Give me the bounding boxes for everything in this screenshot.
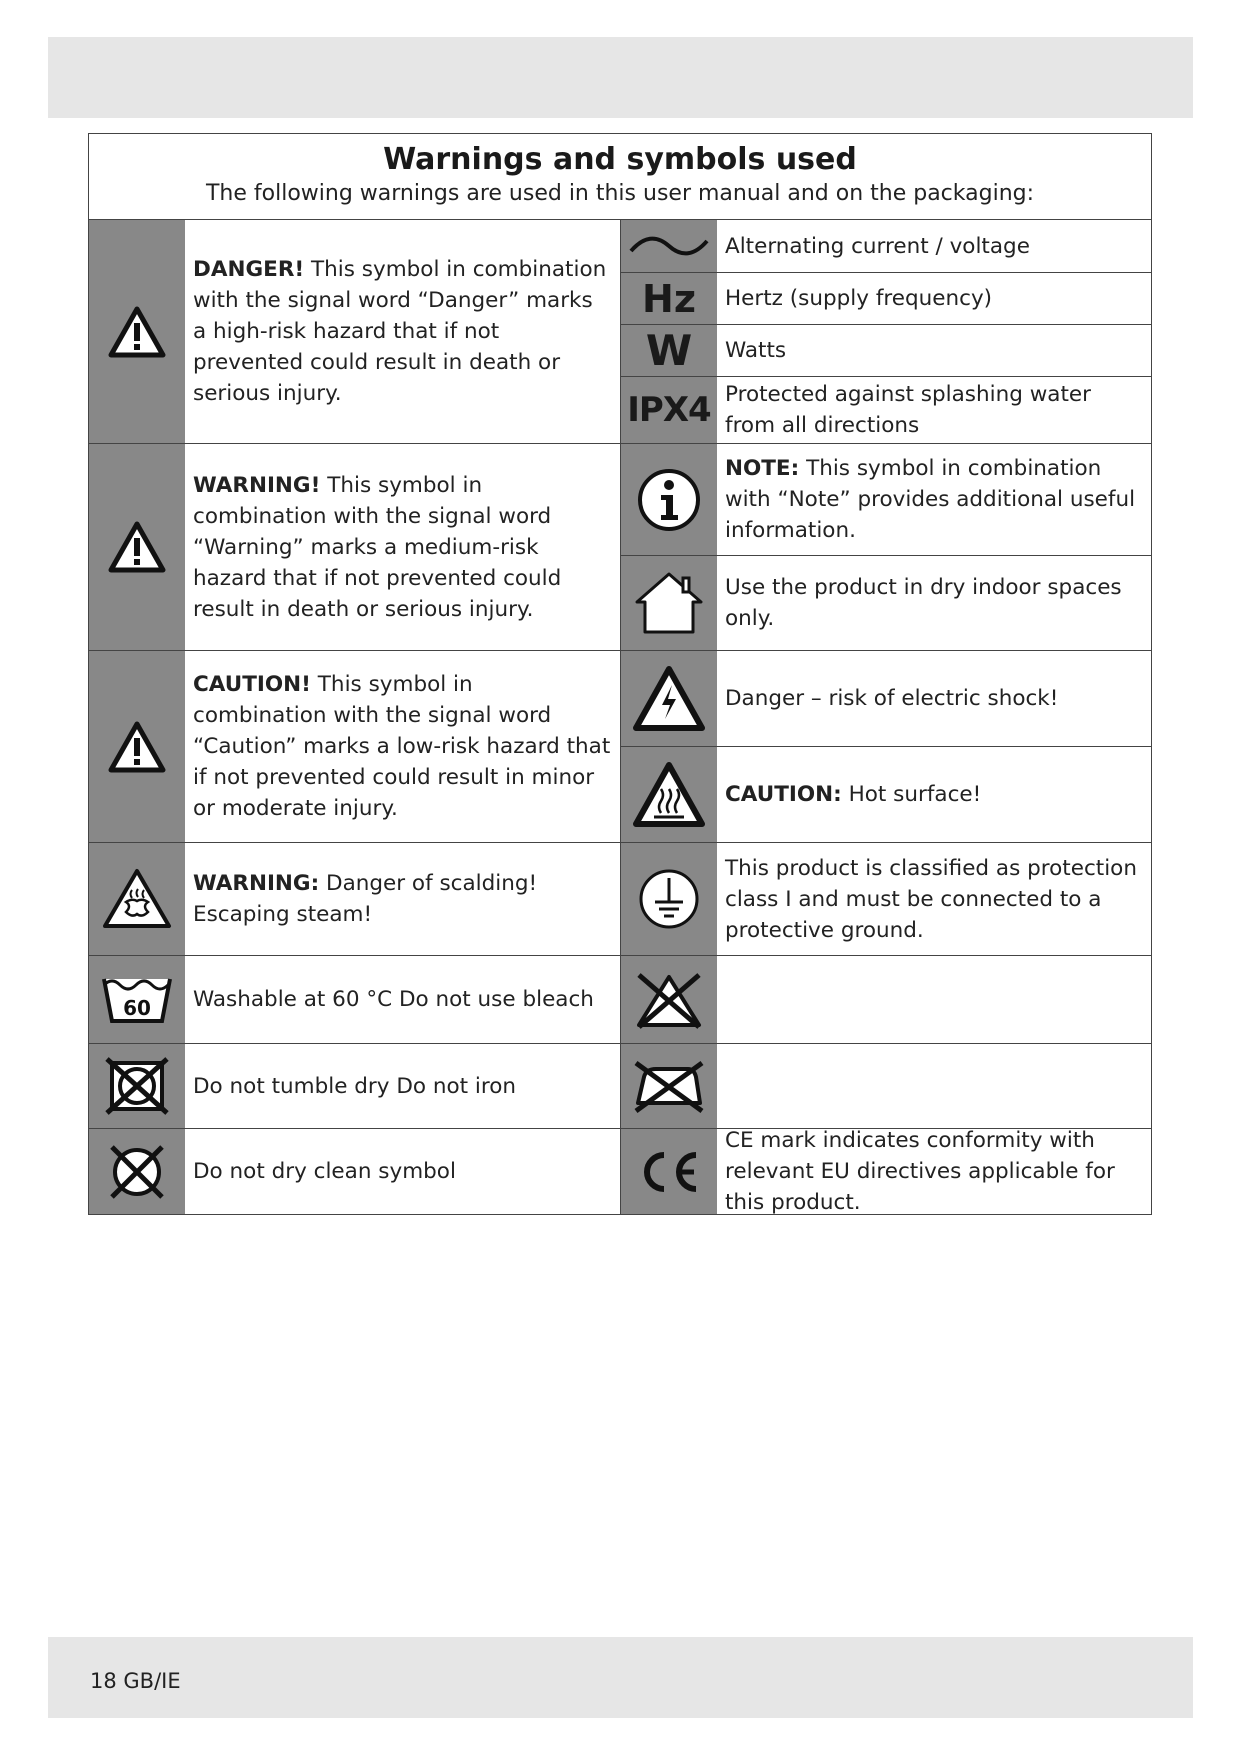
row-text: CAUTION: Hot surface! xyxy=(725,782,982,807)
left-row-danger xyxy=(89,220,620,444)
scalding-steam-icon xyxy=(89,843,185,955)
ce-mark-icon xyxy=(621,1129,717,1214)
hot-surface-icon xyxy=(621,747,717,842)
left-row-warning xyxy=(89,444,620,651)
left-row-wash xyxy=(89,956,620,1044)
warning-triangle-icon xyxy=(89,651,185,842)
right-row-ac xyxy=(621,220,1151,273)
hertz-icon: Hz xyxy=(621,273,717,324)
row-text: CAUTION! This symbol in combination with the signal word “Caution” marks a low-risk hazard that if not prevented could result in minor or moderate injury. xyxy=(193,672,611,821)
left-row-scalding xyxy=(89,843,620,956)
right-row-ipx4 xyxy=(621,377,1151,444)
row-text: Do not tumble dry Do not iron xyxy=(193,1073,517,1099)
row-text: Use the product in dry indoor spaces only. xyxy=(725,575,1122,631)
no-bleach-icon xyxy=(621,956,717,1043)
electric-shock-icon xyxy=(621,651,717,746)
right-row-ce xyxy=(621,1129,1151,1214)
row-text xyxy=(725,1044,1143,1128)
footer-bar xyxy=(48,1637,1193,1718)
right-row-indoor xyxy=(621,556,1151,651)
right-row-hz xyxy=(621,273,1151,325)
row-text: Do not dry clean symbol xyxy=(193,1159,456,1184)
header-bar xyxy=(48,37,1193,118)
no-tumble-dry-icon xyxy=(89,1044,185,1128)
protective-ground-icon xyxy=(621,843,717,955)
row-text: This product is classified as protection class I and must be connected to a protective ground. xyxy=(725,855,1137,943)
left-row-tumble-dry xyxy=(89,1044,620,1129)
right-row-note xyxy=(621,444,1151,556)
table-header xyxy=(89,134,1151,220)
row-text: Alternating current / voltage xyxy=(725,233,1030,259)
right-row-no-iron xyxy=(621,1044,1151,1129)
ipx4-icon: IPX4 xyxy=(621,377,717,443)
row-text: WARNING: Danger of scalding! Escaping steam! xyxy=(193,871,538,927)
left-row-dry-clean xyxy=(89,1129,620,1214)
row-text: DANGER! This symbol in combination with the signal word “Danger” marks a high-risk hazard that if not prevented could result in death or serious injury. xyxy=(193,257,607,406)
right-row-ground xyxy=(621,843,1151,956)
page-subtitle: The following warnings are used in this user manual and on the packaging: xyxy=(205,181,1035,206)
right-row-no-bleach xyxy=(621,956,1151,1044)
row-text: Protected against splashing water from all directions xyxy=(725,382,1091,438)
row-text: WARNING! This symbol in combination with the signal word “Warning” marks a medium-risk hazard that if not prevented could result in death or serious injury. xyxy=(193,472,562,622)
symbols-table xyxy=(88,133,1152,1215)
info-icon xyxy=(621,444,717,555)
right-row-shock xyxy=(621,651,1151,747)
svg-text:60: 60 xyxy=(123,995,151,1020)
row-text: Hertz (supply frequency) xyxy=(725,286,993,311)
warning-triangle-icon xyxy=(89,444,185,650)
left-row-caution xyxy=(89,651,620,843)
watts-icon: W xyxy=(621,325,717,376)
page-title: Warnings and symbols used xyxy=(383,142,857,177)
alternating-current-icon xyxy=(621,220,717,272)
no-iron-icon xyxy=(621,1044,717,1128)
wash-60-icon xyxy=(89,956,185,1043)
row-text: Danger – risk of electric shock! xyxy=(725,686,1059,711)
page-number: 18 GB/IE xyxy=(90,1669,181,1693)
right-row-watts xyxy=(621,325,1151,377)
right-row-hot-surface xyxy=(621,747,1151,843)
row-text xyxy=(725,956,1143,1043)
house-icon xyxy=(621,556,717,650)
row-text: Washable at 60 °C Do not use bleach xyxy=(193,987,594,1012)
no-dry-clean-icon xyxy=(89,1129,185,1214)
row-text: Watts xyxy=(725,338,787,363)
row-text: NOTE: This symbol in combination with “Note” provides additional useful information. xyxy=(725,456,1136,543)
row-text: CE mark indicates conformity with relevant EU directives applicable for this product. xyxy=(725,1128,1115,1215)
warning-triangle-icon xyxy=(89,220,185,443)
